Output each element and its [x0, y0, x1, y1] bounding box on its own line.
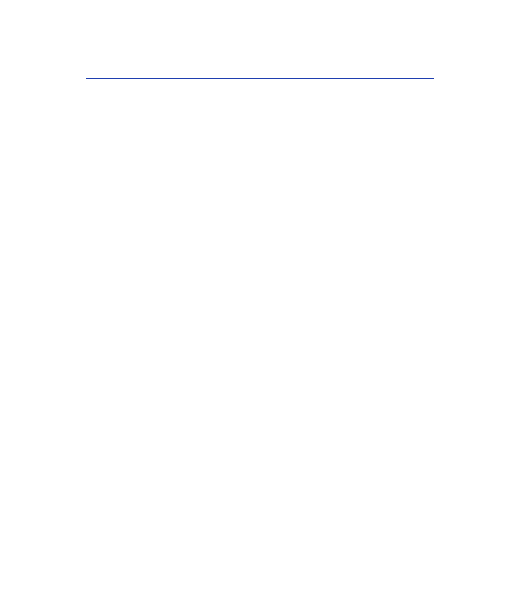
- body-line: [4, 316, 516, 335]
- body-line: [4, 259, 516, 278]
- body-line: [4, 392, 516, 411]
- body-line: [4, 525, 516, 544]
- body-line: [4, 202, 516, 221]
- body-line: [4, 107, 516, 126]
- body-line: [4, 126, 516, 145]
- body-line: [4, 468, 516, 487]
- body-line: [4, 88, 516, 107]
- subheading-underline: [86, 78, 434, 79]
- body-line: [4, 506, 516, 525]
- body-line: [4, 221, 516, 240]
- body-line: [4, 354, 516, 373]
- body-line: [4, 430, 516, 449]
- body-line: [4, 373, 516, 392]
- body-line: [4, 297, 516, 316]
- body-line: [4, 240, 516, 259]
- headline: [20, 22, 500, 60]
- body-line: [4, 145, 516, 164]
- body-line: [4, 335, 516, 354]
- body-line: [4, 544, 516, 563]
- body-line: [4, 449, 516, 468]
- body-line: [4, 411, 516, 430]
- body-line: [4, 487, 516, 506]
- article-body: [4, 88, 516, 599]
- body-line: [4, 183, 516, 202]
- body-line: [4, 164, 516, 183]
- body-line: [4, 278, 516, 297]
- footer: [0, 574, 520, 594]
